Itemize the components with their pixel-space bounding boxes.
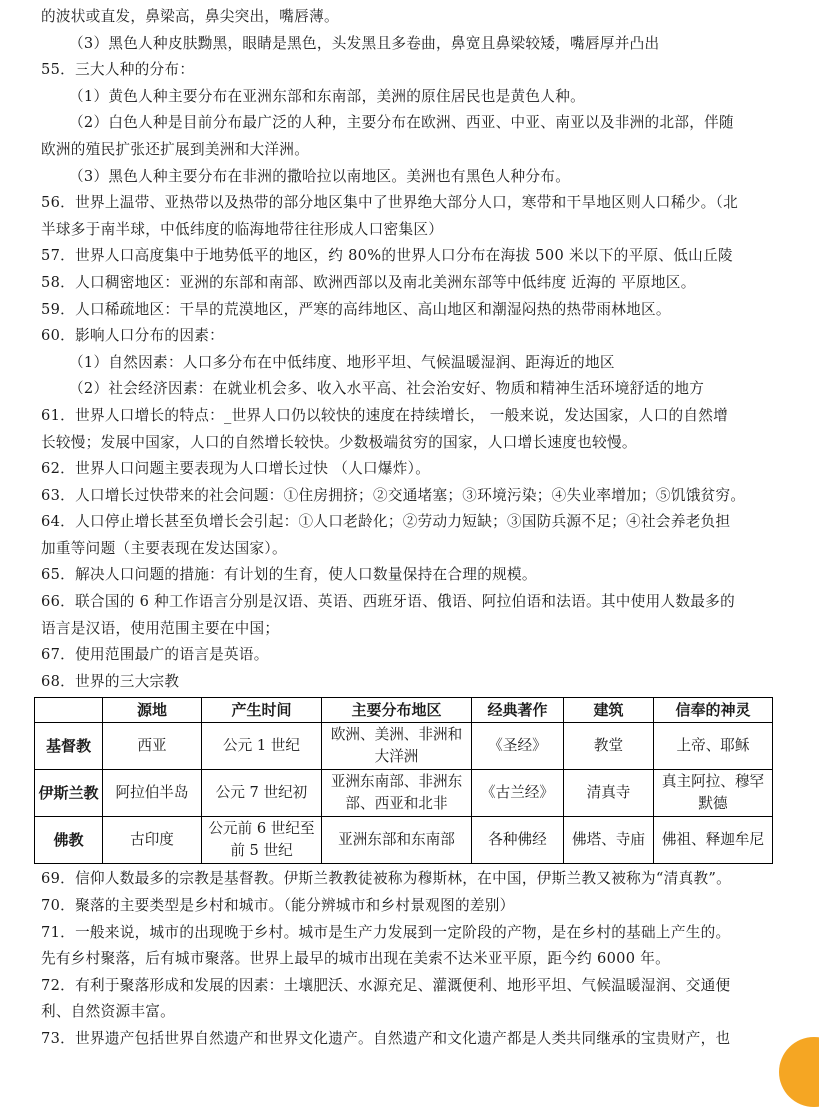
table-cell: 佛塔、寺庙 <box>564 817 654 864</box>
text-line: 利、自然资源丰富。 <box>41 1003 176 1021</box>
document-page <box>38 4 777 1053</box>
text-line: 66．联合国的 6 种工作语言分别是汉语、英语、西班牙语、俄语、阿拉伯语和法语。其中使用人数最多的 <box>41 593 735 611</box>
header-cell: 产生时间 <box>202 698 322 723</box>
page-corner-badge <box>779 1037 819 1107</box>
text-line: 的波状或直发，鼻梁高，鼻尖突出，嘴唇薄。 <box>41 8 339 25</box>
table-cell: 欧洲、美洲、非洲和大洋洲 <box>322 723 472 770</box>
text-line: （2）社会经济因素：在就业机会多、收入水平高、社会治安好、物质和精神生活环境舒适的地方 <box>69 380 705 398</box>
table-cell: 上帝、耶稣 <box>654 723 773 770</box>
table-cell: 《古兰经》 <box>472 770 564 817</box>
text-block-top <box>41 4 777 695</box>
table-cell: 西亚 <box>103 723 202 770</box>
table-cell: 教堂 <box>564 723 654 770</box>
text-line: 先有乡村聚落，后有城市聚落。世界上最早的城市出现在美索不达米亚平原，距今约 6000 年。 <box>41 950 671 968</box>
table-cell: 亚洲东南部、非洲东部、西亚和北非 <box>322 770 472 817</box>
text-block-bottom <box>41 866 777 1052</box>
table-cell: 古印度 <box>103 817 202 864</box>
header-cell: 源地 <box>103 698 202 723</box>
table-cell: 各种佛经 <box>472 817 564 864</box>
religion-name: 佛教 <box>35 817 103 864</box>
header-cell <box>35 698 103 723</box>
text-line: 59．人口稀疏地区：干旱的荒漠地区，严寒的高纬地区、高山地区和潮湿闷热的热带雨林地区。 <box>41 300 671 318</box>
table-cell: 阿拉伯半岛 <box>103 770 202 817</box>
text-line: 71．一般来说，城市的出现晚于乡村。城市是生产力发展到一定阶段的产物，是在乡村的基础上产生的。 <box>41 923 731 941</box>
text-line: 56．世界上温带、亚热带以及热带的部分地区集中了世界绝大部分人口，寒带和干旱地区则人口稀少。（北 <box>41 194 738 212</box>
header-cell: 建筑 <box>564 698 654 723</box>
text-line: （1）自然因素：人口多分布在中低纬度、地形平坦、气候温暖湿润、距海近的地区 <box>69 353 615 371</box>
text-line: 73．世界遗产包括世界自然遗产和世界文化遗产。自然遗产和文化遗产都是人类共同继承的宝贵财产，也 <box>41 1030 731 1047</box>
text-line: 57．世界人口高度集中于地势低平的地区，约 80%的世界人口分布在海拔 500 米以下的平原、低山丘陵 <box>41 247 733 265</box>
table-row <box>35 817 773 864</box>
text-line: 半球多于南半球，中低纬度的临海地带往往形成人口密集区） <box>41 220 444 238</box>
text-line: 67．使用范围最广的语言是英语。 <box>41 646 269 664</box>
header-cell: 信奉的神灵 <box>654 698 773 723</box>
religion-name: 伊斯兰教 <box>35 770 103 817</box>
table-cell: 《圣经》 <box>472 723 564 770</box>
table-cell: 真主阿拉、穆罕默德 <box>654 770 773 817</box>
religion-table <box>34 697 773 864</box>
text-line: （1）黄色人种主要分布在亚洲东部和东南部，美洲的原住居民也是黄色人种。 <box>69 87 585 105</box>
text-line: 68．世界的三大宗教 <box>41 672 180 690</box>
text-line: 63．人口增长过快带来的社会问题：①住房拥挤；②交通堵塞；③环境污染；④失业率增加；⑤饥饿贫穷。 <box>41 486 746 504</box>
text-line: 58．人口稠密地区：亚洲的东部和南部、欧洲西部以及南北美洲东部等中低纬度 近海的 平原地区。 <box>41 273 696 291</box>
text-line: 69．信仰人数最多的宗教是基督教。伊斯兰教教徒被称为穆斯林，在中国，伊斯兰教又被称为“清真教”。 <box>41 870 732 888</box>
header-cell: 主要分布地区 <box>322 698 472 723</box>
table-cell: 公元前 6 世纪至前 5 世纪 <box>202 817 322 864</box>
table-row <box>35 770 773 817</box>
text-line: 70．聚落的主要类型是乡村和城市。（能分辨城市和乡村景观图的差别） <box>41 897 515 915</box>
text-line: 61．世界人口增长的特点：_世界人口仍以较快的速度在持续增长， 一般来说，发达国家，人口的自然增 <box>41 406 729 424</box>
text-line: 60．影响人口分布的因素： <box>41 327 225 345</box>
text-line: 64．人口停止增长甚至负增长会引起：①人口老龄化；②劳动力短缺；③国防兵源不足；④社会养老负担 <box>41 513 731 531</box>
header-cell: 经典著作 <box>472 698 564 723</box>
text-line: 加重等问题（主要表现在发达国家）。 <box>41 539 287 557</box>
text-line: （2）白色人种是目前分布最广泛的人种，主要分布在欧洲、西亚、中亚、南亚以及非洲的北部，伴随 <box>69 114 734 132</box>
text-line: 65．解决人口问题的措施：有计划的生育，使人口数量保持在合理的规模。 <box>41 566 537 584</box>
table-cell: 亚洲东部和东南部 <box>322 817 472 864</box>
table-cell: 佛祖、释迦牟尼 <box>654 817 773 864</box>
table-row <box>35 723 773 770</box>
table-cell: 公元 1 世纪 <box>202 723 322 770</box>
text-line: 55．三大人种的分布： <box>41 61 195 79</box>
text-line: 62．世界人口问题主要表现为人口增长过快 （人口爆炸）。 <box>41 460 431 478</box>
text-line: 语言是汉语，使用范围主要在中国； <box>41 619 280 637</box>
text-line: （3）黑色人种皮肤黝黑，眼睛是黑色，头发黑且多卷曲，鼻宽且鼻梁较矮，嘴唇厚并凸出 <box>69 34 660 52</box>
text-line: 欧洲的殖民扩张还扩展到美洲和大洋洲。 <box>41 140 310 158</box>
religion-name: 基督教 <box>35 723 103 770</box>
text-line: 长较慢；发展中国家，人口的自然增长较快。少数极端贫穷的国家，人口增长速度也较慢。 <box>41 433 637 451</box>
table-cell: 清真寺 <box>564 770 654 817</box>
table-header-row <box>35 698 773 723</box>
text-line: （3）黑色人种主要分布在非洲的撒哈拉以南地区。美洲也有黑色人种分布。 <box>69 167 571 185</box>
text-line: 72．有利于聚落形成和发展的因素：土壤肥沃、水源充足、灌溉便利、地形平坦、气候温暖湿润、交通便 <box>41 976 731 994</box>
table-cell: 公元 7 世纪初 <box>202 770 322 817</box>
